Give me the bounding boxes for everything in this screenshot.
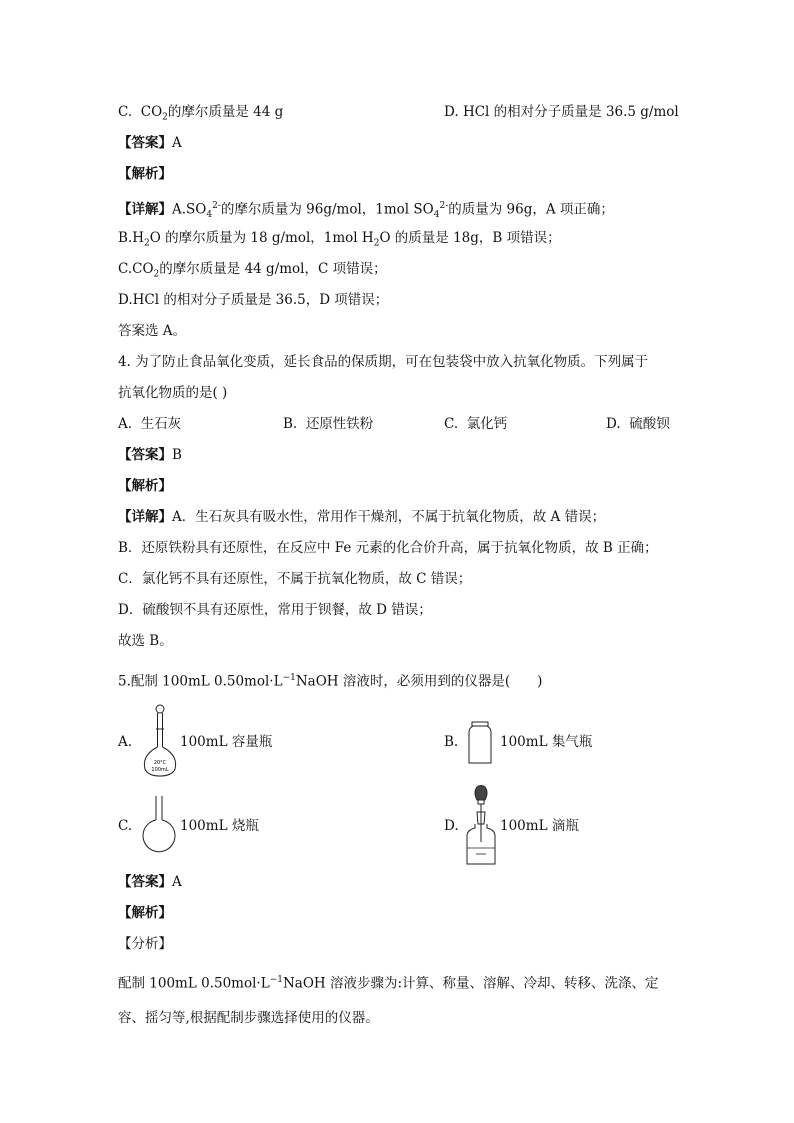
gas-collecting-bottle-icon (466, 720, 494, 766)
q4-analysis-tag: 【解析】 (118, 478, 172, 494)
volumetric-flask-icon (140, 703, 180, 779)
q5-stem: 5.配制 100mL $0.50mol\cdot L^{-1}NaOH$ 溶液时，必须用到的仪器是( ) (118, 673, 543, 690)
q4-stem-line-1: 4. 为了防止食品氧化变质，延长食品的保质期，可在包装袋中放入抗氧化物质。下列属于 (118, 354, 649, 370)
q5-analysis-line-1: 配制 100mL $0.50mol\cdot L^{-1}NaOH$ 溶液步骤为:计算、称量、溶解、冷却、转移、洗涤、定 (118, 975, 659, 992)
q5-option-c-text: 100mL 烧瓶 (180, 818, 259, 834)
q4-conclusion: 故选 B。 (118, 633, 173, 649)
q5-option-b-label: B. (444, 734, 459, 750)
q5-analysis-line-2: 容、摇匀等,根据配制步骤选择使用的仪器。 (118, 1010, 379, 1026)
q5-option-b-text: 100mL 集气瓶 (500, 734, 593, 750)
q5-answer: 【答案】A (118, 874, 182, 890)
q4-answer: 【答案】B (118, 447, 182, 463)
q3-answer: 【答案】A (118, 135, 182, 151)
q4-option-b: B. 还原性铁粉 (283, 416, 374, 432)
q3-conclusion: 答案选 A。 (118, 323, 187, 339)
q4-detail-a: 【详解】A．生石灰具有吸水性，常用作干燥剂，不属于抗氧化物质，故 A 错误； (118, 509, 606, 525)
q5-option-c-label: C. (118, 818, 133, 834)
q4-detail-b: B．还原铁粉具有还原性，在反应中 Fe 元素的化合价升高，属于抗氧化物质，故 B 正确； (118, 540, 658, 556)
q3-detail-a: 【详解】$A.SO_4^{2-}$的摩尔质量为 96g/mol，1mol $SO_4^{2-}$的质量为 96g，A 项正确； (118, 201, 614, 221)
q3-option-d: D. HCl 的相对分子质量是 36.5 g/mol (444, 104, 679, 120)
q4-option-d: D. 硫酸钡 (606, 416, 670, 432)
q3-detail-c: $C.CO_2$的摩尔质量是 44 g/mol，C 项错误； (118, 261, 387, 280)
q4-detail-d: D．硫酸钡不具有还原性，常用于钡餐，故 D 错误； (118, 602, 432, 618)
q3-analysis-tag: 【解析】 (118, 166, 172, 182)
q5-option-d-text: 100mL 滴瓶 (500, 818, 579, 834)
q3-detail-b: $B.H_2O$ 的摩尔质量为 18 g/mol，1mol $H_2O$ 的质量是 18g，B 项错误； (118, 230, 561, 249)
flask-mark-temp: 20°C (153, 760, 167, 766)
q5-fenxi-tag: 【分析】 (118, 936, 172, 952)
q4-option-c: C. 氯化钙 (444, 416, 508, 432)
flask-mark-volume: 100mL (151, 767, 169, 773)
round-flask-icon (140, 794, 178, 854)
q3-detail-d: D.HCl 的相对分子质量是 36.5，D 项错误； (118, 292, 389, 308)
q4-option-a: A. 生石灰 (118, 416, 182, 432)
q4-detail-c: C．氯化钙不具有还原性，不属于抗氧化物质，故 C 错误； (118, 571, 472, 587)
dropping-bottle-icon (464, 784, 498, 866)
q4-stem-line-2: 抗氧化物质的是( ) (118, 385, 228, 401)
q5-analysis-tag: 【解析】 (118, 905, 172, 921)
q5-option-d-label: D. (444, 818, 459, 834)
q5-option-a-text: 100mL 容量瓶 (180, 734, 273, 750)
q3-option-c: C. $CO_2$的摩尔质量是 44 g (118, 104, 284, 123)
q5-option-a-label: A. (118, 734, 133, 750)
